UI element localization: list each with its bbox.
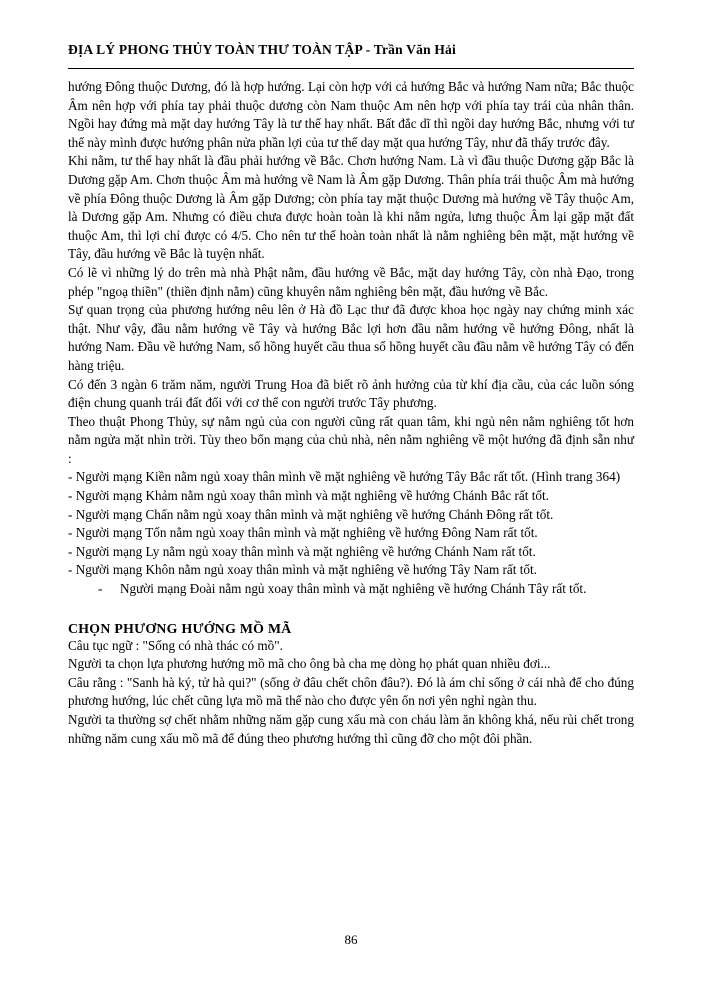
page-number: 86	[344, 932, 358, 947]
paragraph: Theo thuật Phong Thủy, sự nằm ngủ của con người cũng rất quan tâm, khi ngủ nên nằm nghiêng tốt hơn nằm ngửa mặt nhìn trời. Tùy theo bổn mạng của chủ nhà, nên nằm nghiêng về một hướng đã định sẵn như :	[68, 413, 634, 466]
paragraph: Có lẽ vì những lý do trên mà nhà Phật nằm, đầu hướng về Bắc, mặt day hướng Tây, còn nhà Đạo, trong phép "ngoạ thiền" (thiền định nằm) cũng khuyên nằm nghiêng bên mặt, đầu hướng về Bắc.	[68, 264, 634, 299]
page-content	[68, 78, 634, 748]
paragraph: Câu rằng : "Sanh hà ký, tử hà qui?" (sống ở đâu chết chôn đâu?). Đó là ám chỉ sống ở cái nhà để cho đúng phương hướng, lúc chết cũng lựa mồ mã thế nào cho được yên ổn nơi yên nghỉ ngàn thu.	[68, 674, 634, 709]
list-item: - Người mạng Khảm nằm ngủ xoay thân mình và mặt nghiêng về hướng Chánh Bắc rất tốt.	[68, 488, 549, 504]
list-item-label: Người mạng Đoài nằm ngủ xoay thân mình và mặt nghiêng về hướng Chánh Tây rất tốt.	[120, 581, 587, 597]
paragraph: Người ta thường sợ chết nhằm những năm gặp cung xấu mà con cháu làm ăn không khá, nếu rủi chết trong những năm cung xấu mồ mã để đúng theo phương hướng thì cũng đỡ cho một đôi phần.	[68, 712, 634, 746]
list-item: - Người mạng Kiền nằm ngủ xoay thân mình về mặt nghiêng về hướng Tây Bắc rất tốt. (Hình trang 364)	[68, 469, 621, 485]
paragraph: Sự quan trọng của phương hướng nêu lên ở Hà đồ Lạc thư đã được khoa học ngày nay chứng minh xác thật. Như vậy, đầu nằm hướng về Tây và hướng Bắc lợi hơn đầu nằm hướng về hướng Đông, nhất là hướng Nam. Đầu về hướng Nam, số hồng huyết cầu thua số hồng huyết cầu đầu nằm về hướng Tây có đến hàng triệu.	[68, 302, 634, 373]
page-header: ĐỊA LÝ PHONG THỦY TOÀN THƯ TOÀN TẬP - Trần Văn Hải	[68, 42, 456, 57]
paragraph: Người ta chọn lựa phương hướng mồ mã cho ông bà cha mẹ dòng họ phát quan nhiều đơi...	[68, 656, 551, 672]
paragraph: Câu tục ngữ : "Sống có nhà thác có mồ".	[68, 637, 283, 653]
section-heading: CHỌN PHƯƠNG HƯỚNG MỒ MÃ	[68, 620, 292, 636]
dash-bullet: -	[98, 581, 103, 597]
header-divider	[68, 68, 634, 69]
paragraph: Có đến 3 ngàn 6 trăm năm, người Trung Hoa đã biết rõ ảnh hưởng của từ khí địa cầu, của các luồn sóng điện chung quanh trái đất đối với cơ thể con người trước Tây phương.	[68, 376, 634, 411]
list-item: - Người mạng Tốn nằm ngủ xoay thân mình và mặt nghiêng về hướng Đông Nam rất tốt.	[68, 525, 538, 541]
paragraph: Khi nằm, tư thế hay nhất là đầu phải hướng về Bắc. Chơn hướng Nam. Là vì đầu thuộc Dương gặp Bắc là Dương gặp Am. Chơn thuộc Âm mà hướng về Nam là Âm gặp Dương. Thân phía trái thuộc Âm mà hướng về phía Đông thuộc Dương là Âm gặp Dương; còn phía tay mặt thuộc Dương mà hướng về Tây thuộc Am, là Dương gặp Am. Nhưng có điều chưa được hoàn toàn là khi nằm ngửa, lưng thuộc Âm lại gặp mặt đất thuộc Am, thì lợi chỉ được có 4/5. Cho nên tư thế hoàn toàn nhất là nằm nghiêng bên mặt, mặt hướng về Tây, đầu hướng về Bắc là tuyện nhất.	[68, 153, 634, 262]
list-item-indented	[98, 580, 634, 599]
list-item: - Người mạng Ly nằm ngủ xoay thân mình và mặt nghiêng về hướng Chánh Nam rất tốt.	[68, 543, 536, 559]
list-item: - Người mạng Chấn nằm ngủ xoay thân mình và mặt nghiêng về hướng Chánh Đông rất tốt.	[68, 506, 554, 522]
paragraph: hướng Đông thuộc Dương, đó là hợp hướng. Lại còn hợp với cả hướng Bắc và hướng Nam nữa; Bắc thuộc Âm nên hợp với phía tay phải thuộc dương còn Nam thuộc Am nên hợp với phía tay trái của nhân thân. Ngồi hay đứng mà mặt day hướng Tây là tư thế hay nhất. Bất đắc dĩ thì ngồi day hướng Bắc, nhưng với tư thế này mình được hướng phân nửa phần lợi của tư thế day mặt qua hướng Tây, như đã thấy trước đây.	[68, 79, 634, 150]
list-item: - Người mạng Khôn nằm ngủ xoay thân mình và mặt nghiêng về hướng Tây Nam rất tốt.	[68, 562, 537, 578]
